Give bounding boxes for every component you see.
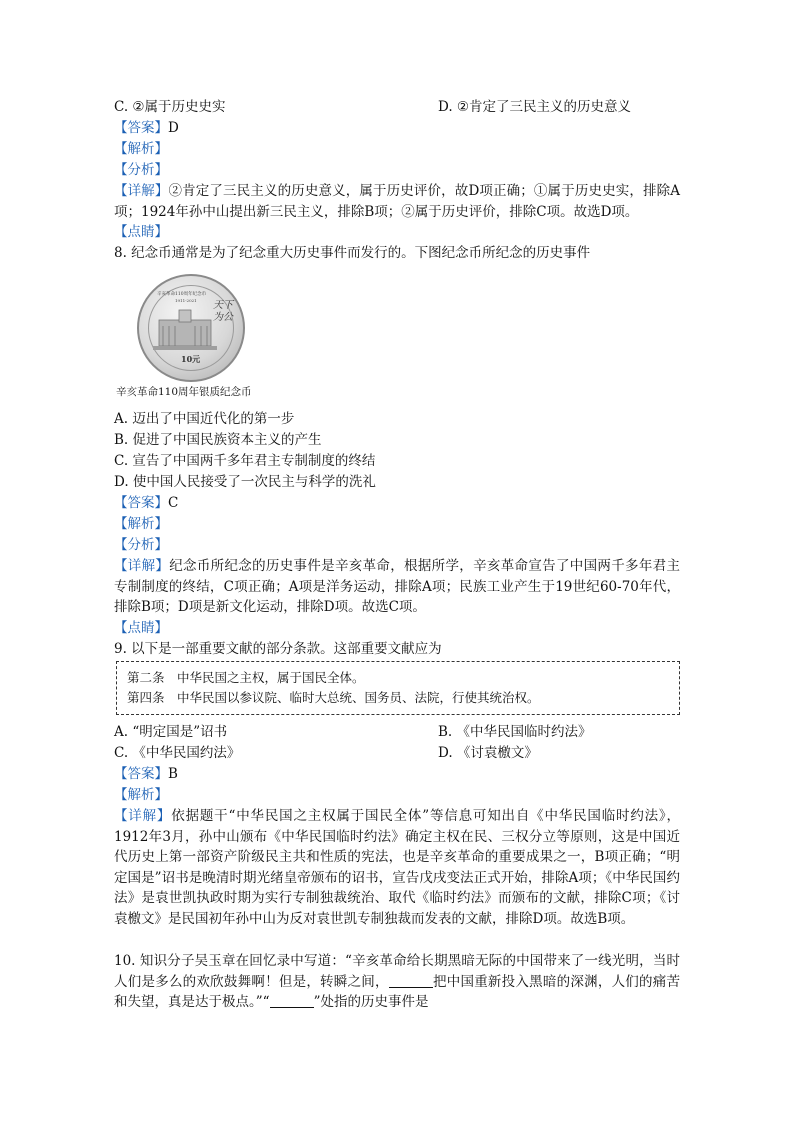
detail-text: 依据题干“中华民国之主权属于国民全体”等信息可知出自《中华民国临时约法》，1912年3月，孙中山颁布《中华民国临时约法》确定主权在民、三权分立等原则，这是中国近代历史上第一部资产阶级民主共和性质的宪法，也是辛亥革命的重要成果之一，B项正确；“明定国是”诏书是晚清时期光绪皇帝颁布的诏书，宣告戊戌变法正式开始，排除A项；《中华民国约法》是袁世凯执政时期为实行专制独裁统治、取代《临时约法》而颁布的文献，排除C项；《讨袁檄文》是民国初年孙中山为反对袁世凯专制独裁而发表的文献，排除D项。故选B项。 bbox=[114, 808, 680, 927]
answer-value: B bbox=[168, 766, 178, 782]
answer-tag: 【答案】 bbox=[114, 495, 168, 511]
detail-tag: 【详解】 bbox=[114, 183, 169, 199]
answer-value: C bbox=[168, 495, 179, 511]
answer-tag: 【答案】 bbox=[114, 120, 168, 136]
q9-jiexi: 【解析】 bbox=[114, 787, 168, 803]
q7-jiexi: 【解析】 bbox=[114, 141, 168, 157]
answer-tag: 【答案】 bbox=[114, 766, 168, 782]
q9-detail bbox=[114, 806, 680, 930]
coin-value: 10元 bbox=[181, 354, 201, 364]
commemorative-coin-image bbox=[137, 274, 245, 382]
q8-dianjing: 【点睛】 bbox=[114, 620, 168, 636]
q8-option-d: D. 使中国人民接受了一次民主与科学的洗礼 bbox=[114, 474, 376, 490]
answer-value: D bbox=[168, 120, 179, 136]
q9-answer bbox=[114, 764, 178, 784]
detail-tag: 【详解】 bbox=[114, 808, 172, 824]
q9-option-d: D. 《讨袁檄文》 bbox=[438, 745, 538, 761]
q8-detail bbox=[114, 556, 680, 618]
coin-years: 1911-2021 bbox=[175, 298, 197, 303]
detail-tag: 【详解】 bbox=[114, 558, 170, 574]
q7-fenxi: 【分析】 bbox=[114, 162, 168, 178]
document-excerpt-box bbox=[116, 661, 680, 715]
detail-text: ②肯定了三民主义的历史意义，属于历史评价，故D项正确；①属于历史史实，排除A项；1924年孙中山提出新三民主义，排除B项；②属于历史评价，排除C项。故选D项。 bbox=[114, 183, 680, 220]
q7-option-c: C. ②属于历史史实 bbox=[114, 99, 226, 115]
excerpt-line: 第四条 中华民国以参议院、临时大总统、国务员、法院，行使其统治权。 bbox=[127, 690, 540, 705]
q10-stem-part3: ”处指的历史事件是 bbox=[313, 994, 429, 1011]
q8-option-b: B. 促进了中国民族资本主义的产生 bbox=[114, 432, 322, 448]
coin-caption: 辛亥革命110周年银质纪念币 bbox=[116, 386, 252, 398]
q8-option-c: C. 宣告了中国两千多年君主专制制度的终结 bbox=[114, 453, 376, 469]
q8-answer bbox=[114, 493, 178, 513]
coin-top-text: 辛亥革命110周年纪念币 bbox=[157, 292, 207, 297]
q9-option-a: A. “明定国是”诏书 bbox=[114, 724, 228, 740]
q7-dianjing: 【点睛】 bbox=[114, 224, 168, 240]
q10-stem bbox=[114, 951, 680, 1013]
q10-stem-part2: 把中国重新投入黑暗的深渊，人们的痛苦和失望，真是达于极点。”“ bbox=[114, 973, 681, 1011]
q7-option-d: D. ②肯定了三民主义的历史意义 bbox=[438, 99, 632, 115]
excerpt-line: 第二条 中华民国之主权，属于国民全体。 bbox=[127, 670, 365, 685]
q8-stem: 8. 纪念币通常是为了纪念重大历史事件而发行的。下图纪念币所纪念的历史事件 bbox=[114, 245, 591, 261]
coin-calligraphy: 天下为公 bbox=[213, 300, 233, 323]
q7-answer bbox=[114, 118, 179, 138]
q10-stem-part1: 10. 知识分子吴玉章在回忆录中写道：“辛亥革命给长期黑暗无际的中国带来了一线光明，当时人们是多么的欢欣鼓舞啊！但是，转瞬之间， bbox=[114, 953, 680, 990]
q8-jiexi: 【解析】 bbox=[114, 516, 168, 532]
q8-fenxi: 【分析】 bbox=[114, 537, 168, 553]
q7-detail bbox=[114, 181, 680, 222]
detail-text: 纪念币所纪念的历史事件是辛亥革命，根据所学，辛亥革命宣告了中国两千多年君主专制制度的终结，C项正确；A项是洋务运动，排除A项；民族工业产生于19世纪60-70年代，排除B项；D项是新文化运动，排除D项。故选C项。 bbox=[114, 558, 680, 616]
fill-in-blank bbox=[270, 993, 314, 1008]
q8-option-a: A. 迈出了中国近代化的第一步 bbox=[114, 411, 295, 427]
q9-stem: 9. 以下是一部重要文献的部分条款。这部重要文献应为 bbox=[114, 641, 442, 657]
fill-in-blank bbox=[389, 973, 433, 988]
q9-option-b: B. 《中华民国临时约法》 bbox=[438, 724, 592, 740]
q9-option-c: C. 《中华民国约法》 bbox=[114, 745, 241, 761]
